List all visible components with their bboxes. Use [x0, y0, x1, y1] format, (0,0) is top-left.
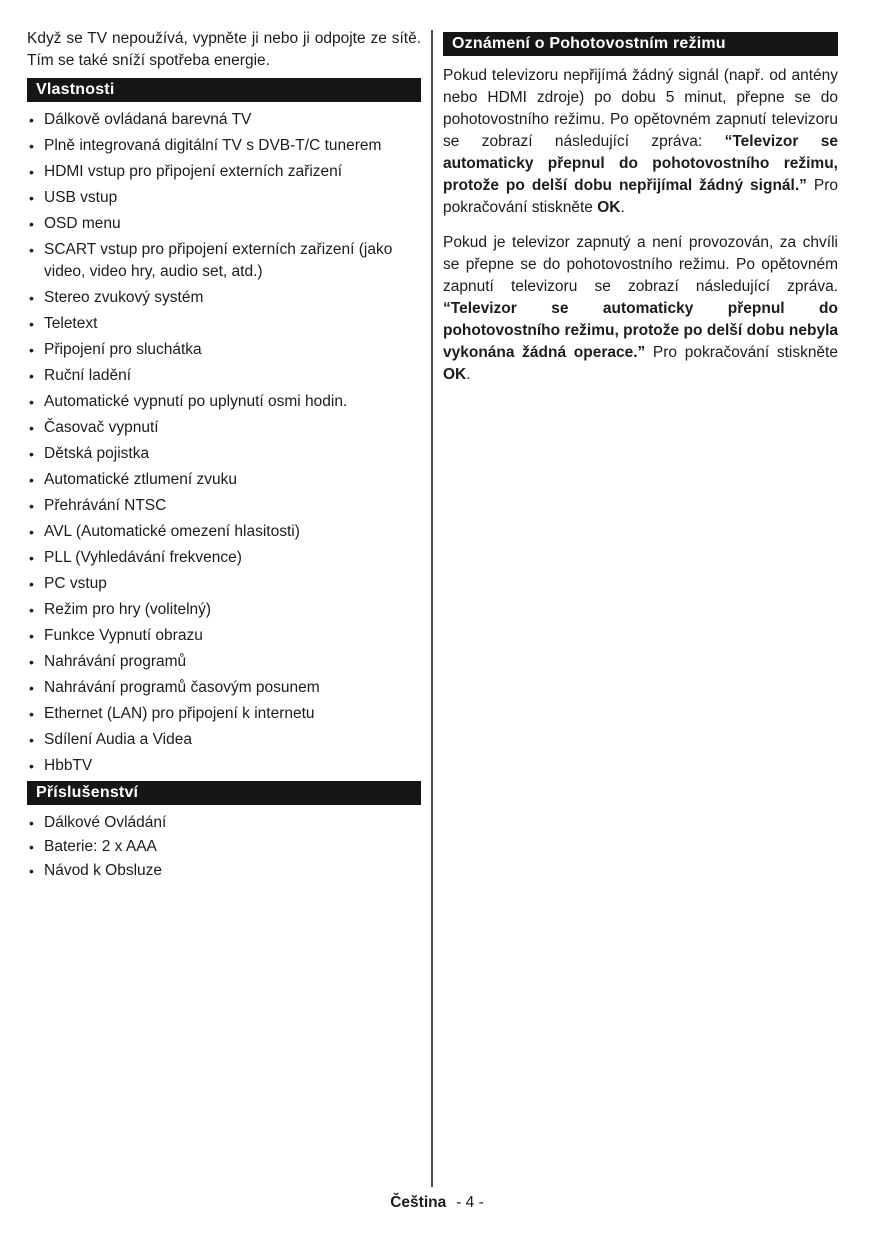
- feature-item-label: USB vstup: [44, 189, 118, 206]
- accessory-list-item: [27, 836, 421, 858]
- feature-list-item: [27, 313, 421, 335]
- footer-language-label: Čeština: [390, 1194, 447, 1211]
- accessory-list-item: [27, 812, 421, 834]
- bullet-icon: •: [29, 758, 34, 774]
- bullet-icon: •: [29, 190, 34, 206]
- bullet-icon: •: [29, 164, 34, 180]
- feature-item-label: HbbTV: [44, 757, 93, 774]
- bullet-icon: •: [29, 242, 34, 258]
- p1-text-2: Pro pokračování stiskněte: [443, 177, 838, 216]
- feature-list-item: [27, 109, 421, 131]
- feature-list-item: [27, 365, 421, 387]
- feature-list-item: [27, 703, 421, 725]
- p2-bold-message: “Televizor se automaticky přepnul do pohotovostního režimu, protože po delší dobu nebyla vykonána žádná operace.”: [443, 300, 838, 361]
- bullet-icon: •: [29, 394, 34, 410]
- feature-item-label: PLL (Vyhledávání frekvence): [44, 549, 242, 566]
- p2-text-2: Pro pokračování stiskněte: [645, 344, 838, 361]
- bullet-icon: •: [29, 576, 34, 592]
- feature-item-label: Ethernet (LAN) pro připojení k internetu: [44, 705, 315, 722]
- feature-list-item: [27, 729, 421, 751]
- feature-item-label: Nahrávání programů časovým posunem: [44, 679, 320, 696]
- feature-list-item: [27, 391, 421, 413]
- bullet-icon: •: [29, 368, 34, 384]
- standby-section-header: Oznámení o Pohotovostním režimu: [443, 32, 838, 56]
- feature-item-label: HDMI vstup pro připojení externích zařizení: [44, 163, 343, 180]
- standby-paragraph-2: [443, 232, 838, 386]
- feature-item-label: Plně integrovaná digitální TV s DVB-T/C tunerem: [44, 137, 382, 154]
- bullet-icon: •: [29, 316, 34, 332]
- bullet-icon: •: [29, 550, 34, 566]
- right-column: [443, 28, 838, 399]
- bullet-icon: •: [29, 706, 34, 722]
- page-footer: [0, 1192, 874, 1214]
- standby-paragraph-1: [443, 65, 838, 219]
- p2-text-1: Pokud je televizor zapnutý a není provozován, za chvíli se přepne se do pohotovostního režimu. Po opětovném zapnutí televizoru se zobrazí následující zpráva.: [443, 234, 838, 295]
- feature-item-label: Automatické vypnutí po uplynutí osmi hodin.: [44, 393, 348, 410]
- p2-text-3: .: [466, 366, 471, 383]
- feature-item-label: AVL (Automatické omezení hlasitosti): [44, 523, 300, 540]
- feature-list-item: [27, 239, 421, 283]
- feature-item-label: Režim pro hry (volitelný): [44, 601, 212, 618]
- feature-item-label: PC vstup: [44, 575, 107, 592]
- bullet-icon: •: [29, 290, 34, 306]
- feature-list-item: [27, 599, 421, 621]
- feature-item-label: Ruční ladění: [44, 367, 132, 384]
- feature-list-item: [27, 417, 421, 439]
- bullet-icon: •: [29, 216, 34, 232]
- bullet-icon: •: [29, 602, 34, 618]
- left-column: [27, 28, 421, 884]
- bullet-icon: •: [29, 498, 34, 514]
- feature-item-label: SCART vstup pro připojení externích zařizení (jako video, video hry, audio set, atd.): [44, 241, 393, 280]
- feature-list-item: [27, 339, 421, 361]
- footer-page-number: - 4 -: [456, 1194, 484, 1211]
- bullet-icon: •: [29, 732, 34, 748]
- feature-list-item: [27, 213, 421, 235]
- feature-item-label: Teletext: [44, 315, 98, 332]
- bullet-icon: •: [29, 680, 34, 696]
- bullet-icon: •: [29, 472, 34, 488]
- feature-list-item: [27, 521, 421, 543]
- features-list: [27, 109, 421, 777]
- bullet-icon: •: [29, 815, 34, 831]
- column-divider: [431, 30, 433, 1187]
- accessories-list: [27, 812, 421, 882]
- p2-ok-label: OK: [443, 366, 467, 383]
- bullet-icon: •: [29, 112, 34, 128]
- bullet-icon: •: [29, 654, 34, 670]
- feature-list-item: [27, 161, 421, 183]
- feature-item-label: Nahrávání programů: [44, 653, 187, 670]
- bullet-icon: •: [29, 863, 34, 879]
- p1-ok-label: OK: [597, 199, 621, 216]
- bullet-icon: •: [29, 138, 34, 154]
- feature-list-item: [27, 287, 421, 309]
- feature-item-label: Přehrávání NTSC: [44, 497, 167, 514]
- bullet-icon: •: [29, 420, 34, 436]
- p1-bold-message: “Televizor se automaticky přepnul do pohotovostního režimu, protože po delší dobu nepřijímal žádný signál.”: [443, 133, 838, 194]
- feature-item-label: Připojení pro sluchátka: [44, 341, 202, 358]
- feature-item-label: Dálkově ovládaná barevná TV: [44, 111, 252, 128]
- feature-list-item: [27, 135, 421, 157]
- feature-item-label: Dětská pojistka: [44, 445, 150, 462]
- accessories-section-header: Příslušenství: [27, 781, 421, 805]
- accessory-item-label: Dálkové Ovládání: [44, 814, 167, 831]
- p1-text-1: Pokud televizoru nepřijímá žádný signál (např. od antény nebo HDMI zdroje) po dobu 5 minut, přepne se do pohotovostního režimu. Po opětovném zapnutí televizoru se zobrazí následující zpráva:: [443, 67, 838, 150]
- feature-list-item: [27, 469, 421, 491]
- bullet-icon: •: [29, 524, 34, 540]
- feature-list-item: [27, 443, 421, 465]
- bullet-icon: •: [29, 446, 34, 462]
- feature-list-item: [27, 651, 421, 673]
- feature-list-item: [27, 625, 421, 647]
- p1-text-3: .: [620, 199, 625, 216]
- accessory-list-item: [27, 860, 421, 882]
- feature-item-label: Funkce Vypnutí obrazu: [44, 627, 203, 644]
- features-section-header: Vlastnosti: [27, 78, 421, 102]
- feature-list-item: [27, 187, 421, 209]
- feature-list-item: [27, 547, 421, 569]
- feature-item-label: Sdílení Audia a Videa: [44, 731, 192, 748]
- feature-item-label: OSD menu: [44, 215, 121, 232]
- feature-list-item: [27, 495, 421, 517]
- intro-paragraph: Když se TV nepoužívá, vypněte ji nebo ji odpojte ze sítě. Tím se také sníží spotřeba energie.: [27, 30, 421, 69]
- bullet-icon: •: [29, 839, 34, 855]
- feature-list-item: [27, 755, 421, 777]
- feature-list-item: [27, 573, 421, 595]
- bullet-icon: •: [29, 628, 34, 644]
- feature-item-label: Časovač vypnutí: [44, 419, 159, 436]
- feature-item-label: Stereo zvukový systém: [44, 289, 204, 306]
- feature-list-item: [27, 677, 421, 699]
- accessory-item-label: Návod k Obsluze: [44, 862, 163, 879]
- bullet-icon: •: [29, 342, 34, 358]
- accessory-item-label: Baterie: 2 x AAA: [44, 838, 157, 855]
- feature-item-label: Automatické ztlumení zvuku: [44, 471, 237, 488]
